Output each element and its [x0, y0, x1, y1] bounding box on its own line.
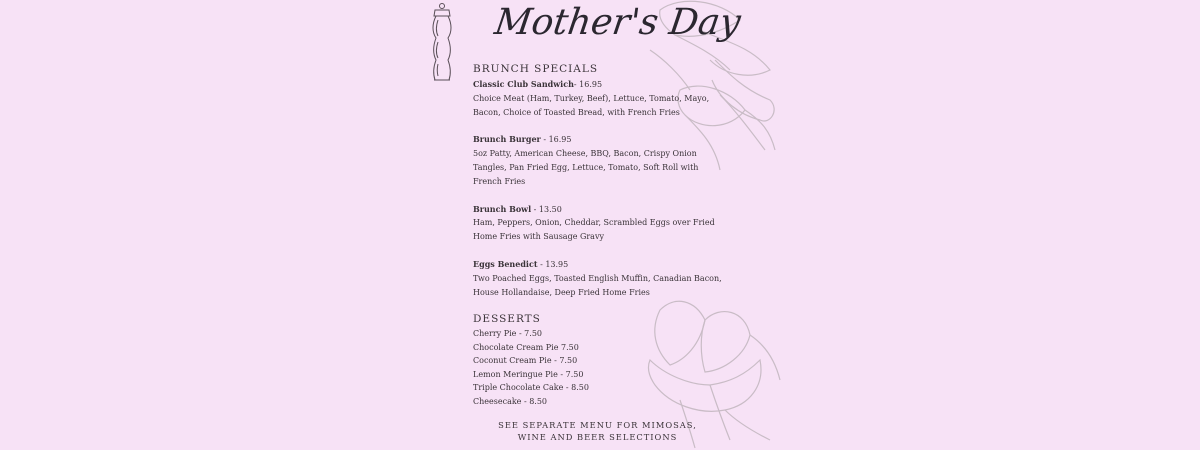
dessert-item: Lemon Meringue Pie - 7.50 [473, 369, 584, 379]
menu-item-price: - 16.95 [573, 80, 603, 89]
menu-item-description: Home Fries with Sausage Gravy [473, 232, 604, 242]
brunch-specials-heading: BRUNCH SPECIALS [473, 63, 599, 75]
menu-item-description: Choice Meat (Ham, Turkey, Beef), Lettuce, Tomato, Mayo, [473, 93, 710, 103]
menu-item-price: - 16.95 [540, 135, 572, 145]
menu-item-description: Two Poached Eggs, Toasted English Muffin, Canadian Bacon, [473, 273, 722, 283]
menu-item-description: Ham, Peppers, Onion, Cheddar, Scrambled Eggs over Fried [473, 218, 715, 228]
menu-item-description: House Hollandaise, Deep Fried Home Fries [473, 287, 650, 297]
dessert-item: Chocolate Cream Pie 7.50 [473, 342, 579, 352]
dessert-item: Cheesecake - 8.50 [473, 396, 548, 406]
menu-item-description: Tangles, Pan Fried Egg, Lettuce, Tomato, Soft Roll with [473, 162, 699, 172]
menu-item-price: - 13.50 [531, 204, 562, 214]
menu-item-description: French Fries [473, 176, 526, 186]
page-title: Mother's Day [492, 2, 744, 43]
drinks-note-line: SEE SEPARATE MENU FOR MIMOSAS, [498, 420, 697, 430]
menu-item-name: Eggs Benedict [473, 258, 538, 269]
brunch-specials-section [473, 62, 733, 313]
menu-item-description: Bacon, Choice of Toasted Bread, with French Fries [473, 107, 680, 117]
menu-item-price: - 13.95 [537, 259, 569, 269]
menu-item [473, 78, 733, 119]
drinks-note-line: WINE AND BEER SELECTIONS [517, 432, 678, 442]
desserts-section [473, 312, 733, 409]
menu-item-name: Brunch Burger [473, 134, 541, 145]
desserts-heading: DESSERTS [473, 313, 541, 325]
menu-item [473, 203, 733, 244]
menu-item [473, 133, 733, 188]
menu-item-description: 5oz Patty, American Cheese, BBQ, Bacon, Crispy Onion [473, 149, 697, 159]
drinks-note [470, 419, 725, 443]
dessert-item: Coconut Cream Pie - 7.50 [473, 356, 578, 366]
pepper-mill-icon [425, 2, 459, 84]
dessert-item: Triple Chocolate Cake - 8.50 [473, 383, 589, 393]
menu-item [473, 258, 733, 299]
menu-item-name: Classic Club Sandwich [473, 79, 574, 89]
dessert-item: Cherry Pie - 7.50 [473, 329, 542, 338]
menu-item-name: Brunch Bowl [473, 203, 532, 214]
